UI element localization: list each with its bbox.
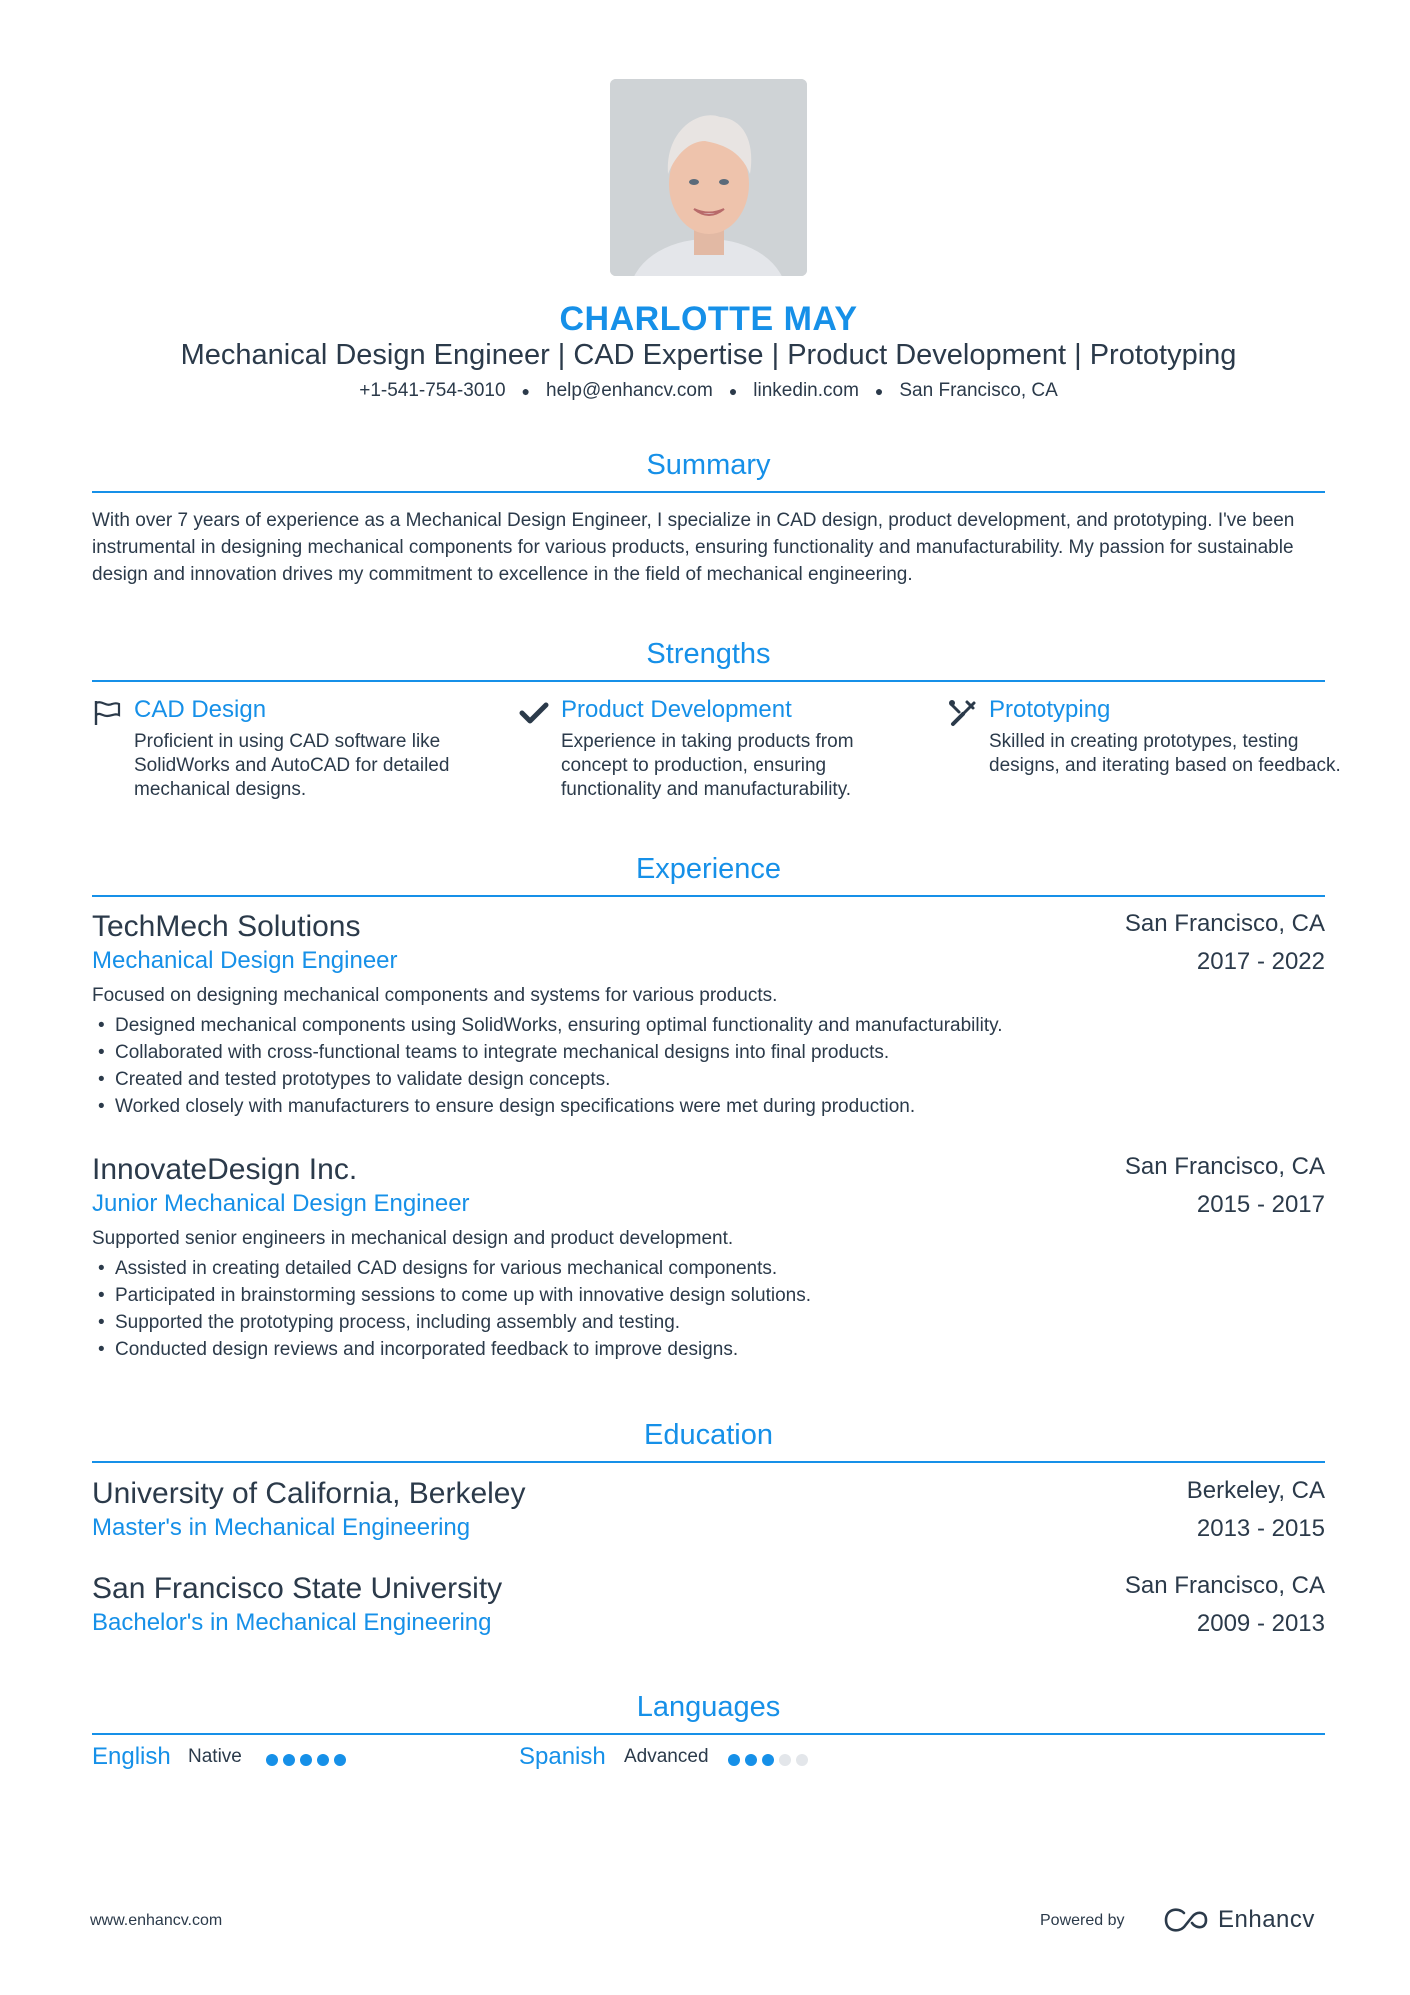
strength-desc: Skilled in creating prototypes, testing designs, and iterating based on feedback. — [989, 731, 1341, 776]
profile-photo — [610, 79, 807, 276]
rating-dot-filled — [728, 1754, 740, 1766]
powered-by-label: Powered by — [1040, 1912, 1125, 1929]
job-role: Junior Mechanical Design Engineer — [92, 1190, 470, 1217]
language-item — [92, 1743, 392, 1773]
list-item: • Worked closely with manufacturers to ensure design specifications were met during production. — [92, 1093, 1003, 1120]
contact-email[interactable]: help@enhancv.com — [546, 380, 713, 401]
language-level: Advanced — [624, 1746, 709, 1767]
job-dates: 2015 - 2017 — [1196, 1191, 1325, 1218]
list-item: • Participated in brainstorming sessions to come up with innovative design solutions. — [92, 1282, 811, 1309]
degree: Bachelor's in Mechanical Engineering — [92, 1609, 492, 1636]
rating-dot-filled — [745, 1754, 757, 1766]
rating-dot-filled — [266, 1754, 278, 1766]
contact-phone[interactable]: +1-541-754-3010 — [359, 380, 506, 401]
brand-name: Enhancv — [1218, 1906, 1315, 1933]
section-title-experience: Experience — [635, 853, 782, 885]
company-name: TechMech Solutions — [92, 910, 361, 943]
job-bullets — [92, 1012, 1003, 1120]
job-description: Supported senior engineers in mechanical design and product development. — [92, 1228, 734, 1249]
list-item: • Supported the prototyping process, including assembly and testing. — [92, 1309, 811, 1336]
job-role: Mechanical Design Engineer — [92, 947, 398, 974]
section-divider — [92, 1733, 1325, 1735]
section-title-strengths: Strengths — [646, 638, 771, 670]
candidate-headline: Mechanical Design Engineer | CAD Expertise | Product Development | Prototyping — [180, 339, 1237, 371]
job-description: Focused on designing mechanical components and systems for various products. — [92, 985, 778, 1006]
section-title-education: Education — [644, 1419, 773, 1451]
language-name: English — [92, 1743, 171, 1770]
education-entry — [92, 1572, 1325, 1642]
check-icon — [519, 698, 549, 728]
degree: Master's in Mechanical Engineering — [92, 1514, 471, 1541]
section-divider — [92, 1461, 1325, 1463]
language-item — [519, 1743, 849, 1773]
section-title-languages: Languages — [636, 1691, 781, 1723]
school-dates: 2013 - 2015 — [1196, 1515, 1325, 1542]
strength-title: Product Development — [561, 696, 792, 723]
list-item: • Designed mechanical components using SolidWorks, ensuring optimal functionality and manufacturability. — [92, 1012, 1003, 1039]
flag-icon — [92, 698, 122, 728]
section-divider — [92, 491, 1325, 493]
tools-icon — [947, 698, 977, 728]
candidate-name: CHARLOTTE MAY — [559, 300, 858, 338]
school-location: San Francisco, CA — [1124, 1572, 1325, 1599]
strength-desc: Proficient in using CAD software like SolidWorks and AutoCAD for detailed mechanical designs. — [134, 731, 450, 800]
language-rating — [266, 1753, 351, 1765]
rating-dot-filled — [317, 1754, 329, 1766]
language-level: Native — [188, 1746, 242, 1767]
list-item: • Assisted in creating detailed CAD designs for various mechanical components. — [92, 1255, 811, 1282]
section-title-summary: Summary — [646, 449, 771, 481]
contact-location: San Francisco, CA — [899, 380, 1058, 401]
language-name: Spanish — [519, 1743, 606, 1770]
rating-dot-filled — [300, 1754, 312, 1766]
education-entry — [92, 1477, 1325, 1547]
enhancv-logo-icon — [1162, 1905, 1210, 1935]
job-location: San Francisco, CA — [1124, 910, 1325, 937]
job-location: San Francisco, CA — [1124, 1153, 1325, 1180]
job-dates: 2017 - 2022 — [1196, 948, 1325, 975]
strength-title: Prototyping — [989, 696, 1111, 723]
separator-dot: ● — [728, 382, 738, 399]
job-bullets — [92, 1255, 811, 1363]
contact-bar — [92, 380, 1325, 402]
school-name: San Francisco State University — [92, 1572, 503, 1605]
rating-dot-filled — [283, 1754, 295, 1766]
list-item: • Created and tested prototypes to validate design concepts. — [92, 1066, 1003, 1093]
rating-dot-empty — [779, 1754, 791, 1766]
company-name: InnovateDesign Inc. — [92, 1153, 358, 1186]
contact-linkedin[interactable]: linkedin.com — [753, 380, 859, 401]
rating-dot-filled — [334, 1754, 346, 1766]
list-item: • Collaborated with cross-functional teams to integrate mechanical designs into final products. — [92, 1039, 1003, 1066]
language-rating — [728, 1753, 813, 1765]
section-divider — [92, 680, 1325, 682]
list-item: • Conducted design reviews and incorporated feedback to improve designs. — [92, 1336, 811, 1363]
rating-dot-filled — [762, 1754, 774, 1766]
section-divider — [92, 895, 1325, 897]
rating-dot-empty — [796, 1754, 808, 1766]
school-dates: 2009 - 2013 — [1196, 1610, 1325, 1637]
strength-title: CAD Design — [134, 696, 267, 723]
school-location: Berkeley, CA — [1186, 1477, 1325, 1504]
separator-dot: ● — [521, 382, 531, 399]
school-name: University of California, Berkeley — [92, 1477, 526, 1510]
footer-website[interactable]: www.enhancv.com — [90, 1912, 223, 1929]
separator-dot: ● — [874, 382, 884, 399]
summary-text: With over 7 years of experience as a Mechanical Design Engineer, I specialize in CAD design, product development, and prototyping. I've been instrumental in designing mechanical components for various products, ensuring functionality and manufacturability. My passion for sustainable design and innovation drives my commitment to excellence in the field of mechanical engineering. — [92, 510, 1295, 585]
strength-desc: Experience in taking products from concept to production, ensuring functionality and manufacturability. — [561, 731, 854, 800]
